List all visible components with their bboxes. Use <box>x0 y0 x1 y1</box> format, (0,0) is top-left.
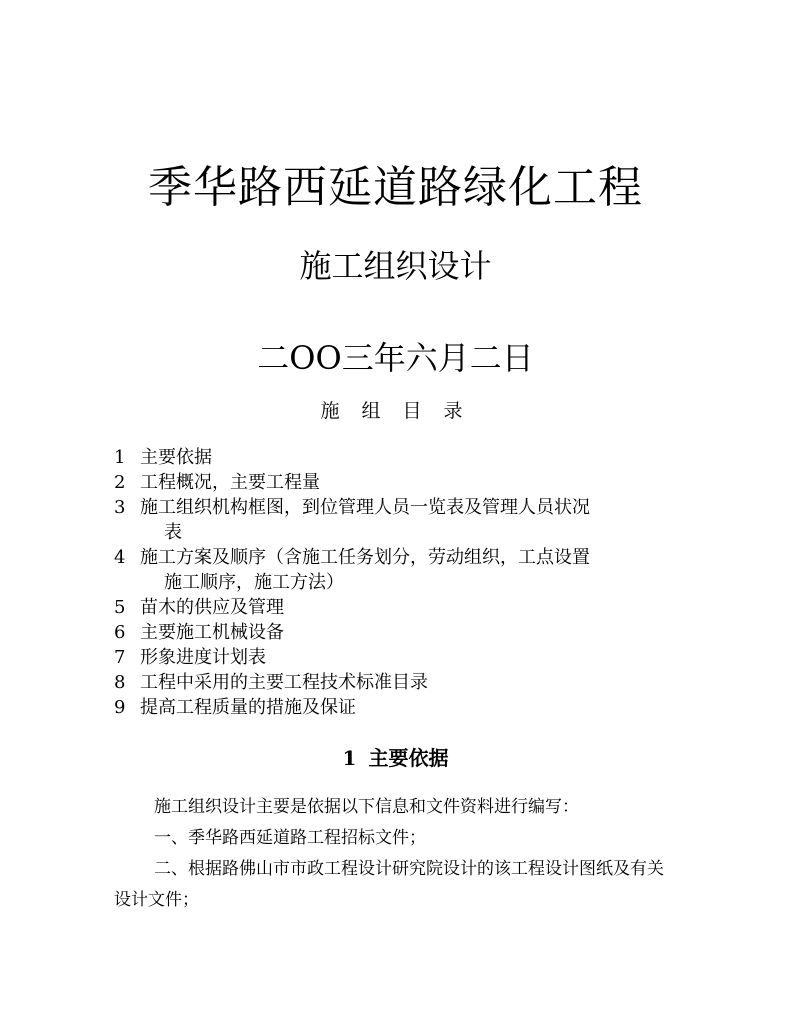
toc-item-continuation: 表 <box>164 522 182 543</box>
paragraph: 一、季华路西延道路工程招标文件； <box>154 828 426 848</box>
toc-item-text: 工程概况，主要工程量 <box>140 472 320 493</box>
toc-item-text: 施工组织机构框图，到位管理人员一览表及管理人员状况 <box>140 497 590 518</box>
toc-item-text: 苗木的供应及管理 <box>140 597 284 618</box>
toc-item <box>114 670 684 695</box>
section-heading <box>0 742 791 774</box>
paragraph: 施工组织设计主要是依据以下信息和文件资料进行编写： <box>154 797 579 817</box>
table-of-contents <box>114 445 684 720</box>
toc-item-number: 7 <box>114 647 126 668</box>
section-body <box>114 792 680 916</box>
toc-item-number: 5 <box>114 597 126 618</box>
toc-item-number: 1 <box>114 447 126 468</box>
toc-item-continuation: 施工顺序，施工方法） <box>164 572 344 593</box>
toc-item-text: 工程中采用的主要工程技术标准目录 <box>140 672 428 693</box>
toc-item-text: 提高工程质量的措施及保证 <box>140 697 356 718</box>
section-title: 主要依据 <box>368 746 449 770</box>
toc-item <box>114 445 684 470</box>
toc-item-text: 形象进度计划表 <box>140 647 266 668</box>
toc-item-text: 主要依据 <box>140 447 212 468</box>
toc-item-number: 3 <box>114 497 126 518</box>
toc-item-number: 6 <box>114 622 126 643</box>
toc-item <box>114 695 684 720</box>
toc-item-number: 9 <box>114 697 126 718</box>
document-subtitle: 施工组织设计 <box>299 247 492 285</box>
document-date: 二OO三年六月二日 <box>257 339 534 377</box>
toc-item <box>114 545 684 570</box>
toc-item-number: 2 <box>114 472 126 493</box>
toc-item <box>114 470 684 495</box>
toc-item-text: 施工方案及顺序（含施工任务划分，劳动组织，工点设置 <box>140 547 590 568</box>
toc-item <box>114 595 684 620</box>
toc-heading: 施 组 目 录 <box>320 400 471 422</box>
section-number: 1 <box>342 746 357 770</box>
toc-item <box>114 645 684 670</box>
toc-item-text: 主要施工机械设备 <box>140 622 284 643</box>
toc-item-number: 4 <box>114 547 126 568</box>
toc-item <box>114 495 684 520</box>
toc-item-number: 8 <box>114 672 126 693</box>
document-title: 季华路西延道路绿化工程 <box>148 162 643 213</box>
paragraph: 二、根据路佛山市市政工程设计研究院设计的该工程设计图纸及有关设计文件； <box>114 859 664 910</box>
toc-item <box>114 620 684 645</box>
